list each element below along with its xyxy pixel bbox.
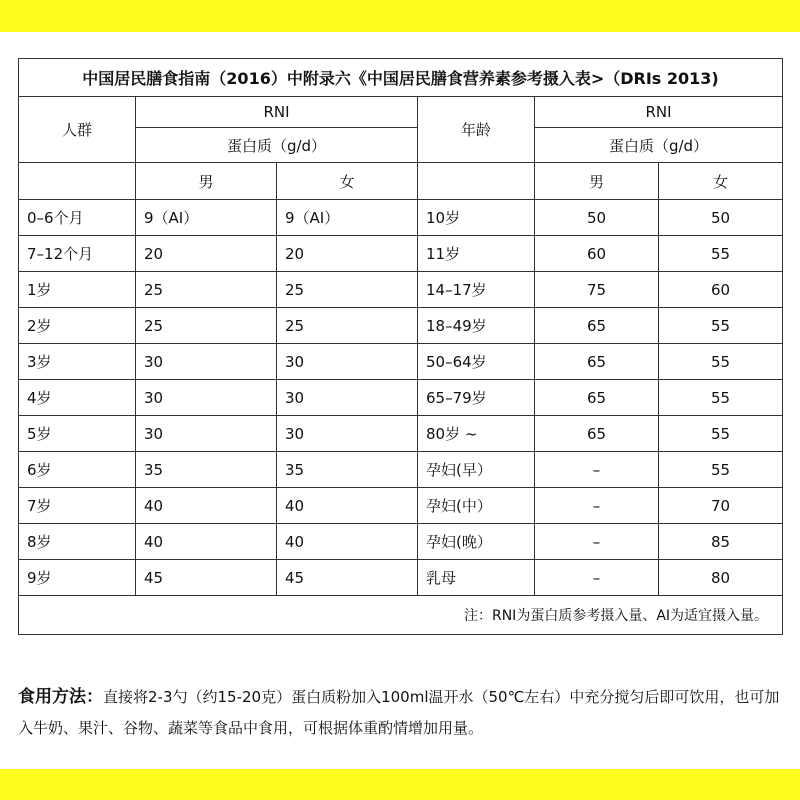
cell-group: 7–12个月 xyxy=(19,236,136,272)
usage-instructions xyxy=(18,682,788,744)
cell-male-right: 65 xyxy=(535,416,659,452)
cell-female-right: 55 xyxy=(659,416,783,452)
table-row xyxy=(19,308,783,344)
table-row xyxy=(19,488,783,524)
cell-male-left: 40 xyxy=(136,488,277,524)
header-protein-right: 蛋白质（g/d） xyxy=(535,128,783,163)
cell-group: 8岁 xyxy=(19,524,136,560)
header-blank-right xyxy=(418,163,535,200)
cell-male-left: 45 xyxy=(136,560,277,596)
cell-female-right: 60 xyxy=(659,272,783,308)
cell-female-right: 55 xyxy=(659,308,783,344)
table-row xyxy=(19,452,783,488)
cell-age: 50–64岁 xyxy=(418,344,535,380)
cell-female-left: 20 xyxy=(277,236,418,272)
cell-female-left: 30 xyxy=(277,416,418,452)
header-rni-right: RNI xyxy=(535,97,783,128)
cell-female-right: 55 xyxy=(659,344,783,380)
usage-label: 食用方法： xyxy=(18,687,103,707)
cell-male-right: 75 xyxy=(535,272,659,308)
cell-female-left: 40 xyxy=(277,524,418,560)
usage-text: 直接将2-3勺（约15-20克）蛋白质粉加入100ml温开水（50℃左右）中充分搅匀后即可饮用，也可加入牛奶、果汁、谷物、蔬菜等食品中食用，可根据体重酌情增加用量。 xyxy=(18,688,780,737)
cell-male-left: 9（AI） xyxy=(136,200,277,236)
cell-group: 0–6个月 xyxy=(19,200,136,236)
table-row xyxy=(19,200,783,236)
cell-group: 6岁 xyxy=(19,452,136,488)
cell-female-right: 80 xyxy=(659,560,783,596)
cell-male-left: 30 xyxy=(136,344,277,380)
header-protein-left: 蛋白质（g/d） xyxy=(136,128,418,163)
cell-group: 7岁 xyxy=(19,488,136,524)
table-row xyxy=(19,272,783,308)
cell-female-right: 55 xyxy=(659,236,783,272)
cell-male-right: 65 xyxy=(535,380,659,416)
header-female-left: 女 xyxy=(277,163,418,200)
cell-age: 孕妇(中） xyxy=(418,488,535,524)
cell-male-right: 65 xyxy=(535,344,659,380)
table-body xyxy=(19,200,783,596)
cell-group: 2岁 xyxy=(19,308,136,344)
cell-female-right: 85 xyxy=(659,524,783,560)
cell-female-left: 9（AI） xyxy=(277,200,418,236)
cell-female-left: 45 xyxy=(277,560,418,596)
content-panel xyxy=(0,32,800,769)
cell-female-left: 25 xyxy=(277,308,418,344)
cell-age: 18–49岁 xyxy=(418,308,535,344)
cell-male-left: 25 xyxy=(136,308,277,344)
table-note: 注：RNI为蛋白质参考摄入量、AI为适宜摄入量。 xyxy=(19,596,783,635)
header-female-right: 女 xyxy=(659,163,783,200)
cell-female-left: 35 xyxy=(277,452,418,488)
cell-male-left: 30 xyxy=(136,416,277,452)
header-blank-left xyxy=(19,163,136,200)
cell-age: 孕妇(早） xyxy=(418,452,535,488)
cell-male-right: 50 xyxy=(535,200,659,236)
header-group: 人群 xyxy=(19,97,136,163)
cell-male-left: 40 xyxy=(136,524,277,560)
table-title: 中国居民膳食指南（2016）中附录六《中国居民膳食营养素参考摄入表>（DRIs 2013) xyxy=(19,59,783,97)
cell-female-right: 55 xyxy=(659,380,783,416)
cell-female-left: 30 xyxy=(277,380,418,416)
cell-age: 乳母 xyxy=(418,560,535,596)
cell-group: 4岁 xyxy=(19,380,136,416)
cell-male-left: 35 xyxy=(136,452,277,488)
cell-group: 5岁 xyxy=(19,416,136,452)
cell-age: 80岁 ~ xyxy=(418,416,535,452)
header-age: 年龄 xyxy=(418,97,535,163)
table-row xyxy=(19,236,783,272)
cell-age: 孕妇(晚） xyxy=(418,524,535,560)
header-rni-left: RNI xyxy=(136,97,418,128)
dri-table xyxy=(18,58,783,635)
table-row xyxy=(19,344,783,380)
cell-male-right: – xyxy=(535,488,659,524)
table-row xyxy=(19,416,783,452)
cell-female-right: 55 xyxy=(659,452,783,488)
cell-male-right: 65 xyxy=(535,308,659,344)
cell-group: 3岁 xyxy=(19,344,136,380)
table-row xyxy=(19,524,783,560)
table-row xyxy=(19,560,783,596)
cell-female-right: 50 xyxy=(659,200,783,236)
header-male-left: 男 xyxy=(136,163,277,200)
cell-male-right: – xyxy=(535,452,659,488)
cell-male-left: 20 xyxy=(136,236,277,272)
cell-age: 65–79岁 xyxy=(418,380,535,416)
cell-female-right: 70 xyxy=(659,488,783,524)
cell-group: 1岁 xyxy=(19,272,136,308)
cell-male-left: 25 xyxy=(136,272,277,308)
header-male-right: 男 xyxy=(535,163,659,200)
cell-male-right: – xyxy=(535,524,659,560)
cell-female-left: 40 xyxy=(277,488,418,524)
cell-female-left: 30 xyxy=(277,344,418,380)
cell-female-left: 25 xyxy=(277,272,418,308)
table-row xyxy=(19,380,783,416)
cell-male-left: 30 xyxy=(136,380,277,416)
cell-male-right: – xyxy=(535,560,659,596)
cell-age: 10岁 xyxy=(418,200,535,236)
cell-age: 14–17岁 xyxy=(418,272,535,308)
cell-age: 11岁 xyxy=(418,236,535,272)
cell-male-right: 60 xyxy=(535,236,659,272)
cell-group: 9岁 xyxy=(19,560,136,596)
